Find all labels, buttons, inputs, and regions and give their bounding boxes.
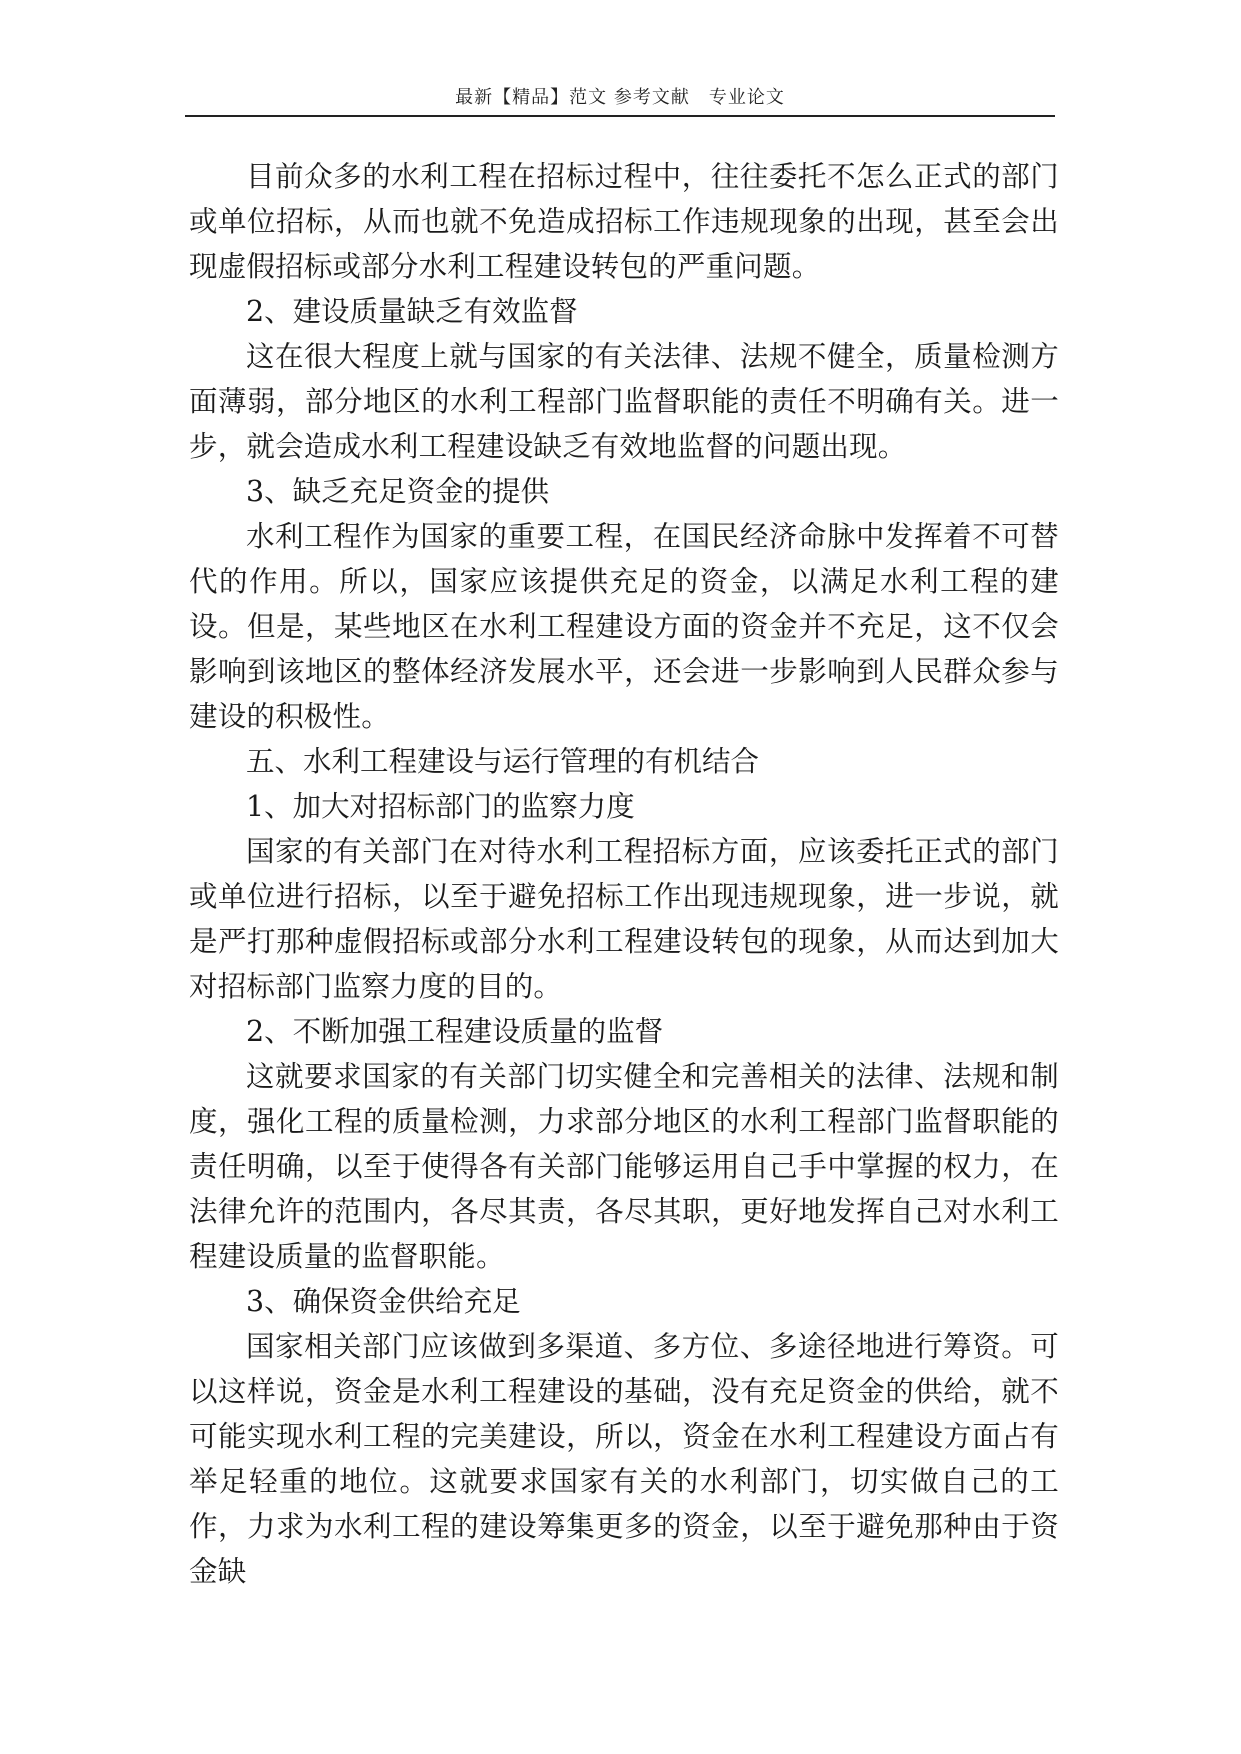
document-body [189,154,1059,1594]
paragraph-quality-supervision: 这在很大程度上就与国家的有关法律、法规不健全，质量检测方面薄弱，部分地区的水利工程部门监督职能的责任不明确有关。进一步，就会造成水利工程建设缺乏有效地监督的问题出现。 [189,340,1059,463]
heading-funding-lacking: 3、缺乏充足资金的提供 [246,475,550,508]
section-heading-integration: 五、水利工程建设与运行管理的有机结合 [246,745,760,778]
heading-tender-oversight: 1、加大对招标部门的监察力度 [246,790,635,823]
header-divider [185,115,1055,117]
page-header: 最新【精品】范文 参考文献 专业论文 [455,87,785,108]
paragraph-ensure-funding: 国家相关部门应该做到多渠道、多方位、多途径地进行筹资。可以这样说，资金是水利工程建设的基础，没有充足资金的供给，就不可能实现水利工程的完美建设，所以，资金在水利工程建设方面占有举足轻重的地位。这就要求国家有关的水利部门，切实做自己的工作，力求为水利工程的建设筹集更多的资金，以至于避免那种由于资金缺 [189,1330,1059,1588]
paragraph-tendering-problem: 目前众多的水利工程在招标过程中，往往委托不怎么正式的部门或单位招标，从而也就不免造成招标工作违规现象的出现，甚至会出现虚假招标或部分水利工程建设转包的严重问题。 [189,160,1059,283]
heading-quality-supervision-lacking: 2、建设质量缺乏有效监督 [246,295,578,328]
paragraph-strengthen-quality: 这就要求国家的有关部门切实健全和完善相关的法律、法规和制度，强化工程的质量检测，力求部分地区的水利工程部门监督职能的责任明确，以至于使得各有关部门能够运用自己手中掌握的权力，在法律允许的范围内，各尽其责，各尽其职，更好地发挥自己对水利工程建设质量的监督职能。 [189,1060,1059,1273]
heading-ensure-funding: 3、确保资金供给充足 [246,1285,521,1318]
paragraph-funding: 水利工程作为国家的重要工程，在国民经济命脉中发挥着不可替代的作用。所以，国家应该提供充足的资金，以满足水利工程的建设。但是，某些地区在水利工程建设方面的资金并不充足，这不仅会影响到该地区的整体经济发展水平，还会进一步影响到人民群众参与建设的积极性。 [189,520,1059,733]
paragraph-tender-oversight: 国家的有关部门在对待水利工程招标方面，应该委托正式的部门或单位进行招标，以至于避免招标工作出现违规现象，进一步说，就是严打那种虚假招标或部分水利工程建设转包的现象，从而达到加大对招标部门监察力度的目的。 [189,835,1059,1003]
heading-strengthen-quality: 2、不断加强工程建设质量的监督 [246,1015,664,1048]
